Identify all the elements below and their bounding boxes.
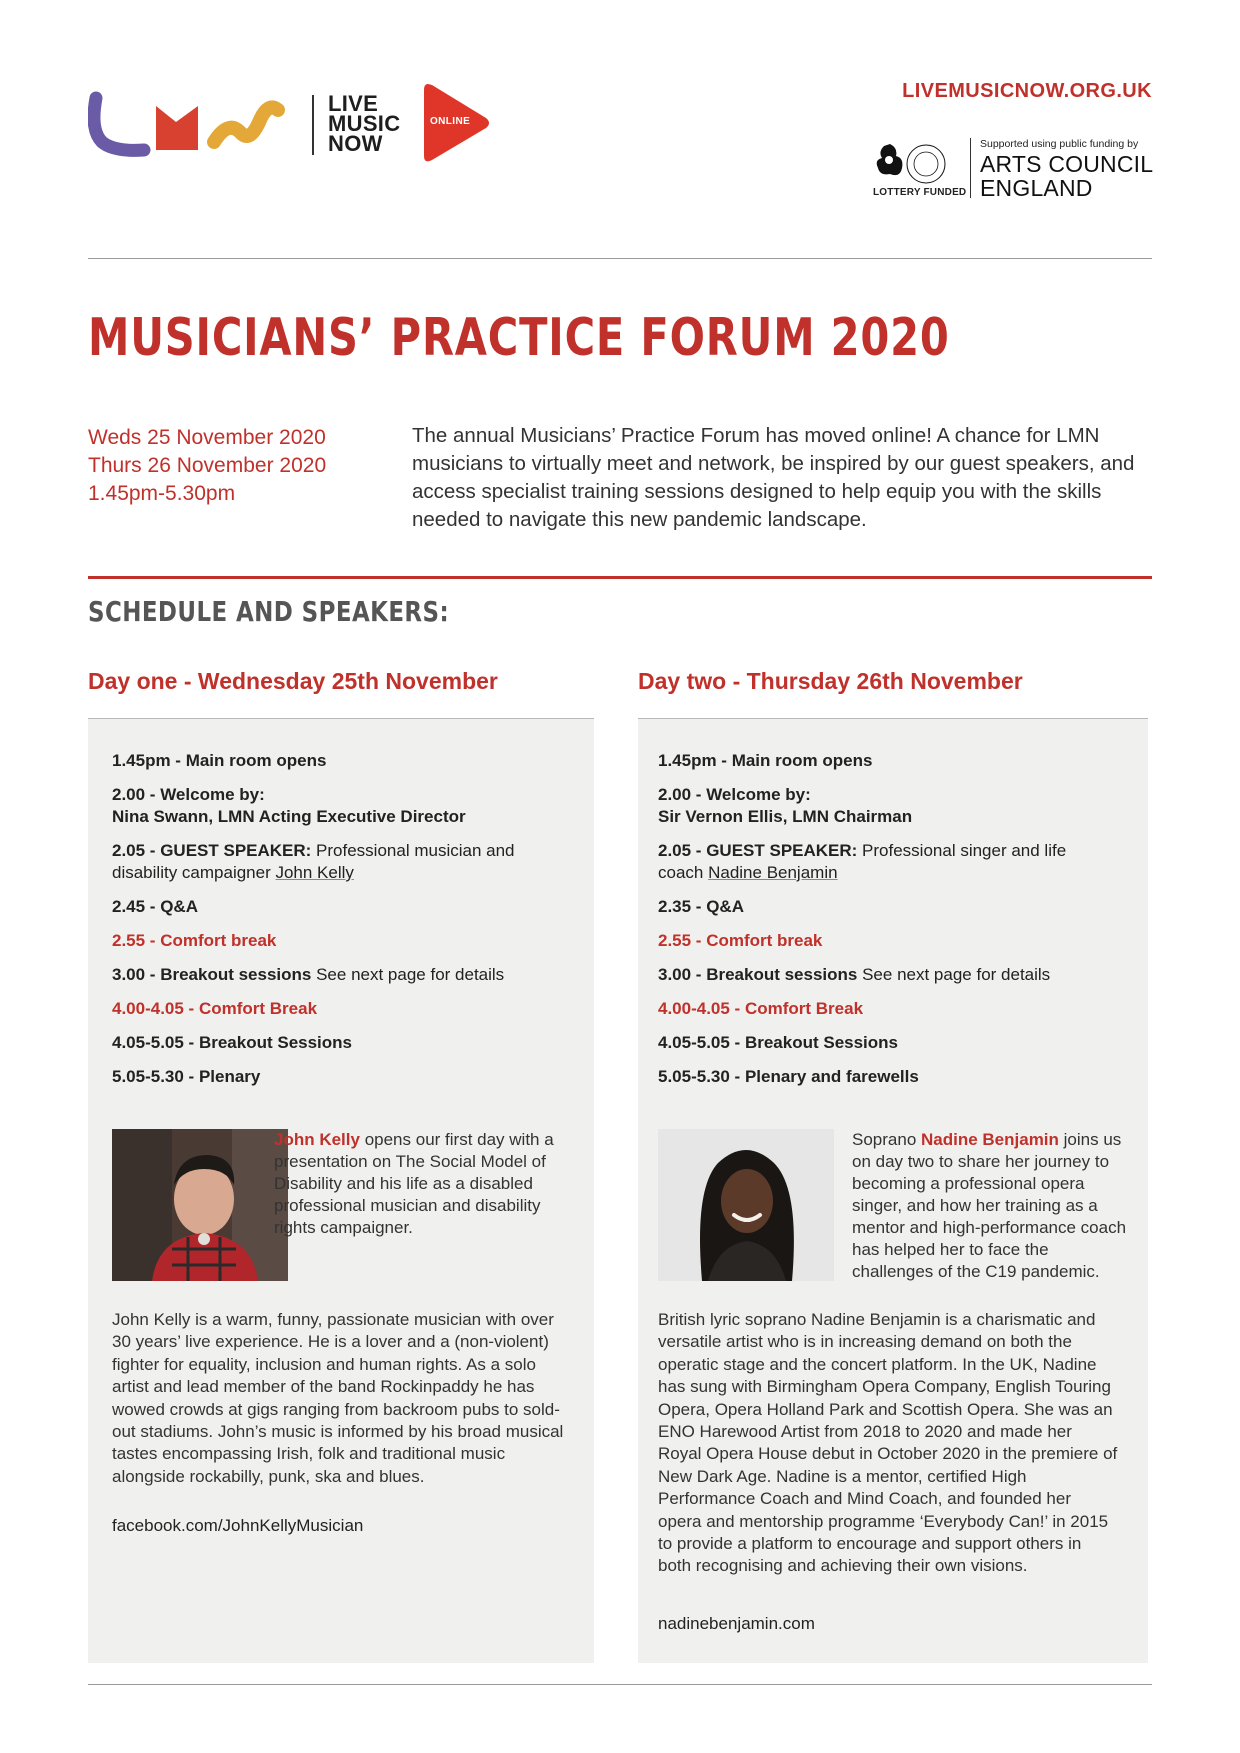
speaker-blurb-text: opens our first day with a presentation on The Social Model of Disability and his life as a disabled professional musician and disability rights campaigner. xyxy=(274,1130,554,1237)
speaker-prefix: Soprano xyxy=(852,1130,921,1149)
day1-panel xyxy=(88,719,594,1663)
speaker-blurb-text: joins us on day two to share her journey to becoming a professional opera singer, and how her training as a mentor and high-performance coach has helped her to face the challenges of the C19 pandemic. xyxy=(852,1130,1127,1281)
schedule-item-welcome xyxy=(658,784,1108,828)
schedule-item-open: 1.45pm - Main room opens xyxy=(112,751,327,770)
portrait-icon xyxy=(658,1129,834,1281)
day1-speaker-bio: John Kelly is a warm, funny, passionate musician with over 30 years’ live experience. He is a lover and a (non-violent) fighter for equality, inclusion and human rights. As a solo artist and lead member of the band Rockinpaddy he has wowed crowds at gigs ranging from backroom pubs to sold-out stadiums. John’s music is informed by his broad musical tastes encompassing Irish, folk and traditional music alongside rockabilly, punk, ska and blues. xyxy=(112,1310,564,1486)
schedule-item-break1: 2.55 - Comfort break xyxy=(658,931,823,950)
day1-heading: Day one - Wednesday 25th November xyxy=(88,668,498,694)
ace-name-line1: ARTS COUNCIL xyxy=(980,151,1154,177)
schedule-item-qa: 2.35 - Q&A xyxy=(658,897,744,916)
arts-council-logo xyxy=(980,152,1153,200)
breakout-label: 3.00 - Breakout sessions xyxy=(112,965,312,984)
bottom-divider xyxy=(88,1684,1152,1685)
breakout-note: See next page for details xyxy=(857,965,1051,984)
schedule-item-plenary: 5.05-5.30 - Plenary and farewells xyxy=(658,1067,919,1086)
time-line: 1.45pm-5.30pm xyxy=(88,482,236,505)
welcome-line-2: Nina Swann, LMN Acting Executive Director xyxy=(112,807,466,826)
page-title: MUSICIANS’ PRACTICE FORUM 2020 xyxy=(88,308,950,368)
schedule-item-break2: 4.00-4.05 - Comfort Break xyxy=(658,999,864,1018)
speaker-name: John Kelly xyxy=(274,1130,360,1149)
logo-word-music: MUSIC xyxy=(328,111,401,136)
welcome-line-2: Sir Vernon Ellis, LMN Chairman xyxy=(658,807,913,826)
top-divider xyxy=(88,258,1152,259)
breakout-note: See next page for details xyxy=(311,965,505,984)
schedule-item-qa: 2.45 - Q&A xyxy=(112,897,198,916)
intro-paragraph: The annual Musicians’ Practice Forum has moved online! A chance for LMN musicians to virtually meet and network, be inspired by our guest speakers, and access specialist training sessions designed to help equip you with the skills needed to navigate this new pandemic landscape. xyxy=(412,424,1135,531)
schedule-item-break1: 2.55 - Comfort break xyxy=(112,931,277,950)
welcome-line-1: 2.00 - Welcome by: xyxy=(658,785,811,804)
schedule-item-breakout xyxy=(112,964,562,986)
logo-word-now: NOW xyxy=(328,131,383,156)
guest-name-link[interactable]: Nadine Benjamin xyxy=(708,863,838,882)
ace-divider xyxy=(970,138,971,198)
day1-speaker-blurb xyxy=(274,1129,574,1239)
lottery-hand-icon xyxy=(866,138,966,188)
day2-heading: Day two - Thursday 26th November xyxy=(638,668,1023,694)
logo-word-live: LIVE xyxy=(328,91,379,116)
guest-text: Professional singer and life coach xyxy=(658,841,1067,882)
schedule-item-open: 1.45pm - Main room opens xyxy=(658,751,873,770)
ace-support-text: Supported using public funding by xyxy=(980,138,1139,150)
portrait-icon xyxy=(112,1129,288,1281)
date-line-2: Thurs 26 November 2020 xyxy=(88,454,327,477)
schedule-item-guest xyxy=(658,840,1108,884)
date-line-1: Weds 25 November 2020 xyxy=(88,426,326,449)
breakout-label: 3.00 - Breakout sessions xyxy=(658,965,858,984)
schedule-item-breakout2: 4.05-5.05 - Breakout Sessions xyxy=(658,1033,899,1052)
schedule-item-plenary: 5.05-5.30 - Plenary xyxy=(112,1067,261,1086)
site-url-link[interactable]: LIVEMUSICNOW.ORG.UK xyxy=(902,80,1152,102)
guest-label: 2.05 - GUEST SPEAKER: xyxy=(112,841,312,860)
guest-text: Professional musician and disability campaigner xyxy=(112,841,515,882)
schedule-item-guest xyxy=(112,840,562,884)
schedule-item-breakout xyxy=(658,964,1108,986)
welcome-line-1: 2.00 - Welcome by: xyxy=(112,785,265,804)
online-play-badge xyxy=(422,80,492,166)
online-badge-label: ONLINE xyxy=(430,116,471,127)
guest-label: 2.05 - GUEST SPEAKER: xyxy=(658,841,858,860)
lottery-label: LOTTERY FUNDED xyxy=(873,187,967,198)
guest-name-link[interactable]: John Kelly xyxy=(275,863,354,882)
logo-divider xyxy=(312,95,314,155)
day2-speaker-link[interactable]: nadinebenjamin.com xyxy=(658,1614,815,1633)
logo-wordmark xyxy=(328,91,401,156)
nadine-benjamin-photo xyxy=(658,1129,834,1281)
event-dates xyxy=(88,424,326,508)
speaker-name: Nadine Benjamin xyxy=(921,1130,1059,1149)
john-kelly-photo xyxy=(112,1129,288,1281)
day2-speaker-bio: British lyric soprano Nadine Benjamin is a charismatic and versatile artist who is in increasing demand on both the operatic stage and the concert platform. In the UK, Nadine has sung with Birmingham Opera Company, English Touring Opera, Opera Holland Park and Scottish Opera. She was an ENO Harewood Artist from 2018 to 2020 and made her Royal Opera House debut in October 2020 in the premiere of New Dark Age. Nadine is a mentor, certified High Performance Coach and Mind Coach, and founded her opera and mentorship programme ‘Everybody Can!’ in 2015 to provide a platform to encourage and support others in both recognising and achieving their own visions. xyxy=(658,1310,1118,1576)
day2-panel xyxy=(638,719,1148,1663)
red-divider xyxy=(88,576,1152,579)
schedule-item-welcome xyxy=(112,784,562,828)
day1-speaker-link[interactable]: facebook.com/JohnKellyMusician xyxy=(112,1516,364,1535)
schedule-item-breakout2: 4.05-5.05 - Breakout Sessions xyxy=(112,1033,353,1052)
day2-speaker-blurb xyxy=(852,1129,1132,1283)
schedule-item-break2: 4.00-4.05 - Comfort Break xyxy=(112,999,318,1018)
ace-name-line2: ENGLAND xyxy=(980,175,1093,201)
schedule-heading: SCHEDULE AND SPEAKERS: xyxy=(88,595,450,628)
